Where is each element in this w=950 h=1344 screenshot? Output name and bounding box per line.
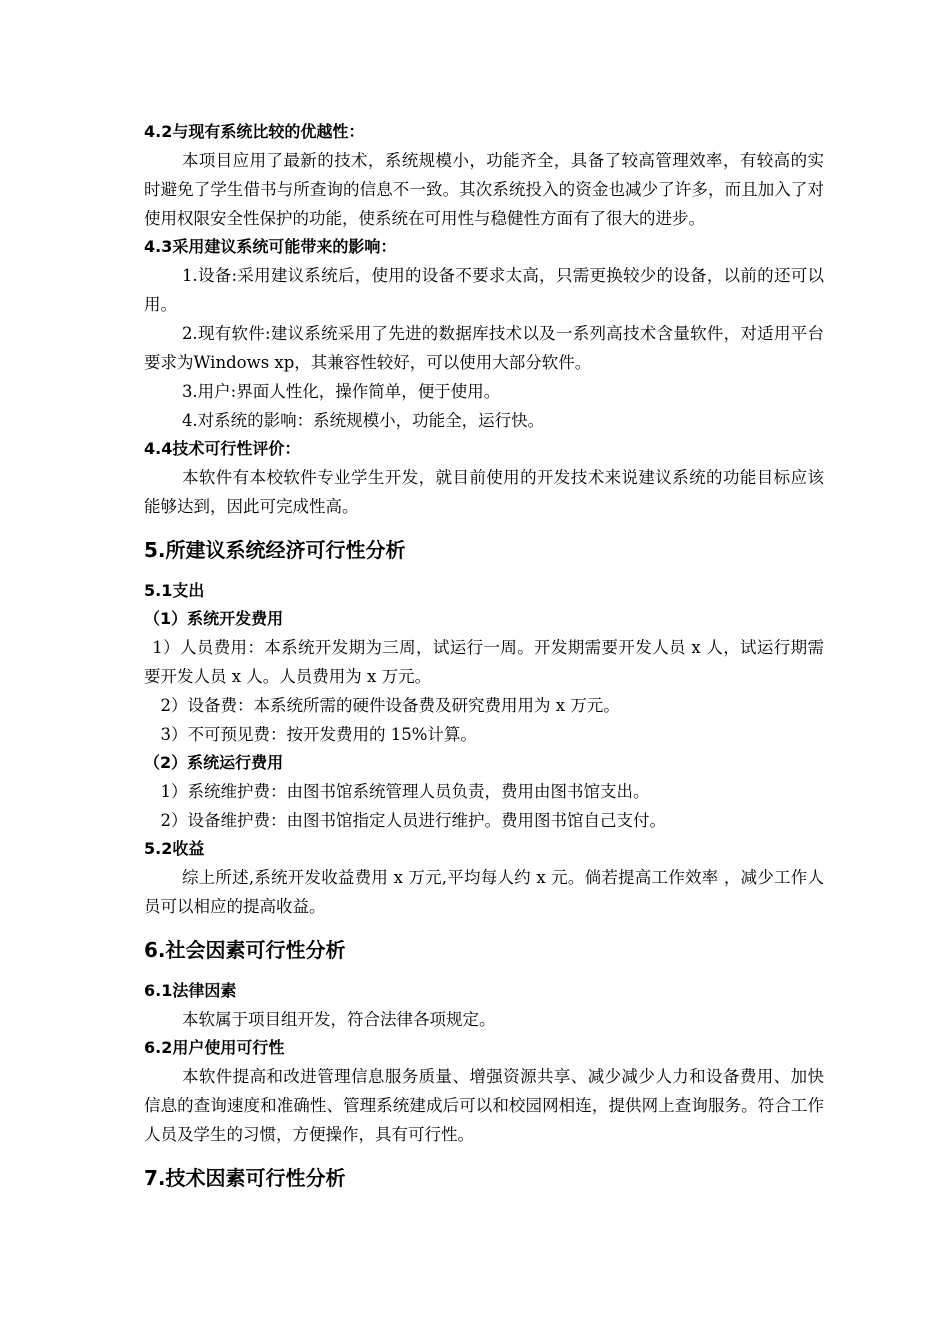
list-item-5-1-1-2: 2）设备费：本系统所需的硬件设备费及研究费用用为 x 万元。 xyxy=(160,696,620,715)
paragraph-6-1: 本软属于项目组开发，符合法律各项规定。 xyxy=(181,1010,496,1029)
paragraph-5-2: 综上所述,系统开发收益费用 x 万元,平均每人约 x 元。倘若提高工作效率 ，减少工作人员可以相应的提高收益。 xyxy=(144,868,824,916)
heading-5: 5.所建议系统经济可行性分析 xyxy=(144,538,406,562)
paragraph-4-2: 本项目应用了最新的技术，系统规模小，功能齐全，具备了较高管理效率，有较高的实时避免了学生借书与所查询的信息不一致。其次系统投入的资金也减少了许多，而且加入了对使用权限安全性保护的功能，使系统在可用性与稳健性方面有了很大的进步。 xyxy=(144,151,824,228)
heading-5-2: 5.2收益 xyxy=(144,839,205,858)
list-item-5-1-1-1: 1）人员费用：本系统开发期为三周，试运行一周。开发期需要开发人员 x 人，试运行期需要开发人员 x 人。人员费用为 x 万元。 xyxy=(144,638,824,686)
document-page xyxy=(144,118,824,1205)
heading-5-1-sub2: （2）系统运行费用 xyxy=(144,753,284,772)
heading-7: 7.技术因素可行性分析 xyxy=(144,1166,346,1190)
heading-4-3: 4.3采用建议系统可能带来的影响： xyxy=(144,237,397,256)
list-item-5-1-2-2: 2）设备维护费：由图书馆指定人员进行维护。费用图书馆自己支付。 xyxy=(160,811,666,830)
heading-5-1: 5.1支出 xyxy=(144,581,205,600)
list-item-4-3-1: 1.设备:采用建议系统后，使用的设备不要求太高，只需更换较少的设备，以前的还可以用。 xyxy=(144,266,824,314)
heading-6: 6.社会因素可行性分析 xyxy=(144,938,346,962)
list-item-4-3-3: 3.用户:界面人性化，操作简单，便于使用。 xyxy=(181,382,501,401)
paragraph-6-2: 本软件提高和改进管理信息服务质量、增强资源共享、减少减少人力和设备费用、加快信息的查询速度和准确性、管理系统建成后可以和校园网相连，提供网上查询服务。符合工作人员及学生的习惯，方便操作，具有可行性。 xyxy=(144,1067,824,1144)
list-item-5-1-2-1: 1）系统维护费：由图书馆系统管理人员负责，费用由图书馆支出。 xyxy=(160,782,650,801)
list-item-5-1-1-3: 3）不可预见费：按开发费用的 15%计算。 xyxy=(160,725,477,744)
heading-4-4: 4.4技术可行性评价： xyxy=(144,439,301,458)
heading-5-1-sub1: （1）系统开发费用 xyxy=(144,609,284,628)
list-item-4-3-2: 2.现有软件:建议系统采用了先进的数据库技术以及一系列高技术含量软件，对适用平台要求为Windows xp，其兼容性较好，可以使用大部分软件。 xyxy=(144,324,824,372)
heading-4-2: 4.2与现有系统比较的优越性： xyxy=(144,122,365,141)
heading-6-2: 6.2用户使用可行性 xyxy=(144,1038,285,1057)
list-item-4-3-4: 4.对系统的影响：系统规模小，功能全，运行快。 xyxy=(181,411,545,430)
heading-6-1: 6.1法律因素 xyxy=(144,981,237,1000)
paragraph-4-4: 本软件有本校软件专业学生开发，就目前使用的开发技术来说建议系统的功能目标应该能够达到，因此可完成性高。 xyxy=(144,468,824,516)
